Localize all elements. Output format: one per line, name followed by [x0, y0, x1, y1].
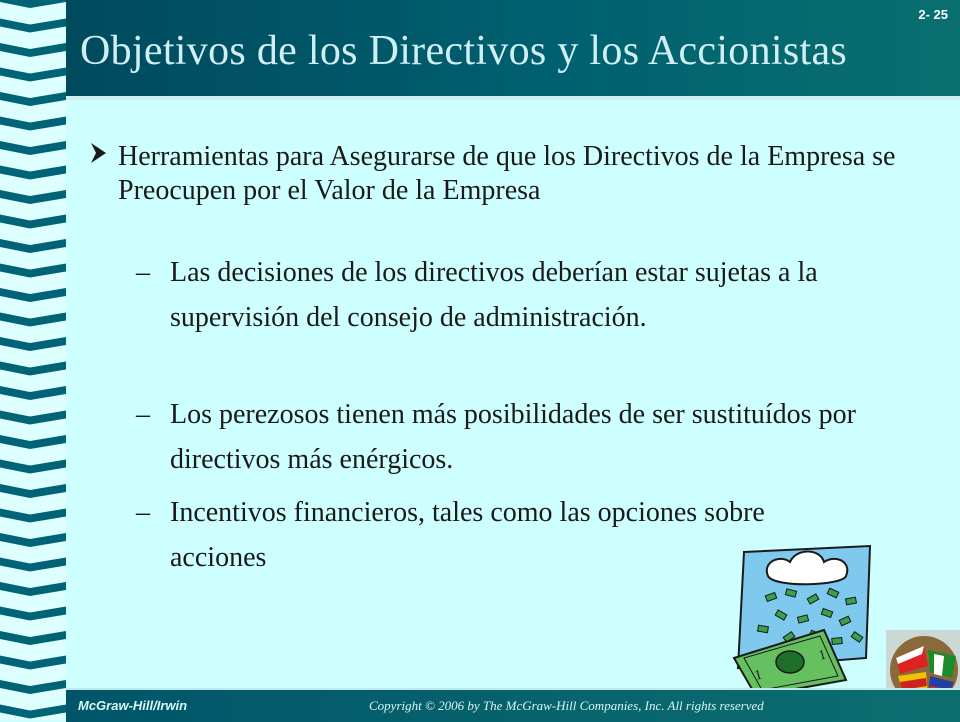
chevron-stripe [0, 705, 66, 719]
chevron-pattern [0, 0, 66, 720]
chevron-stripe [0, 411, 66, 425]
svg-text:1: 1 [753, 667, 764, 684]
chevron-stripe [0, 117, 66, 131]
arrow-bullet-icon [88, 140, 110, 175]
chevron-stripe [0, 607, 66, 621]
sub-bullet-text: Los perezosos tienen más posibilidades de ser sustituídos por directivos más enérgicos. [170, 399, 856, 475]
chevron-stripe [0, 215, 66, 229]
chevron-stripe [0, 166, 66, 180]
svg-text:1: 1 [817, 647, 828, 664]
copyright-label: Copyright © 2006 by The McGraw-Hill Companies, Inc. All rights reserved [369, 698, 764, 713]
money-rain-clipart [728, 540, 878, 698]
title-bar [66, 0, 960, 100]
chevron-stripe [0, 239, 66, 253]
chevron-stripe [0, 337, 66, 351]
publisher-label: McGraw-Hill/Irwin [78, 698, 188, 713]
chevron-stripe [0, 190, 66, 204]
chevron-stripe [0, 582, 66, 596]
chevron-stripe [0, 92, 66, 106]
chevron-stripe [0, 288, 66, 302]
chevron-stripe [0, 680, 66, 694]
chevron-stripe [0, 386, 66, 400]
chevron-stripe [0, 656, 66, 670]
chevron-stripe [0, 509, 66, 523]
main-bullet [88, 140, 928, 208]
sub-bullet: – Los perezosos tienen más posibilidades de ser sustituídos por directivos más enérgicos. [136, 392, 856, 482]
chevron-stripe [0, 362, 66, 376]
chevron-stripe [0, 533, 66, 547]
slide-number: 2- 25 [918, 7, 948, 22]
sub-bullet: – Las decisiones de los directivos deberían estar sujetas a la supervisión del consejo de administración. [136, 250, 856, 340]
chevron-stripe [0, 631, 66, 645]
chevron-stripe [0, 435, 66, 449]
main-bullet-text: Herramientas para Asegurarse de que los Directivos de la Empresa se Preocupen por el Valor de la Empresa [118, 141, 896, 206]
chevron-stripe [0, 313, 66, 327]
sub-bullet-text: Incentivos financieros, tales como las opciones sobre acciones [170, 497, 765, 573]
chevron-stripe [0, 0, 66, 8]
slide-title: Objetivos de los Directivos y los Accionistas [80, 28, 848, 74]
chevron-stripe [0, 558, 66, 572]
sub-bullet: – Incentivos financieros, tales como las opciones sobre acciones [136, 490, 856, 580]
chevron-border [0, 0, 66, 720]
chevron-stripe [0, 484, 66, 498]
chevron-stripe [0, 19, 66, 33]
chevron-stripe [0, 264, 66, 278]
chevron-stripe [0, 68, 66, 82]
sub-bullet-text: Las decisiones de los directivos deberían estar sujetas a la supervisión del consejo de administración. [170, 257, 818, 333]
footer-bar [66, 688, 960, 722]
chevron-stripe [0, 460, 66, 474]
chevron-stripe [0, 43, 66, 57]
chevron-stripe [0, 141, 66, 155]
